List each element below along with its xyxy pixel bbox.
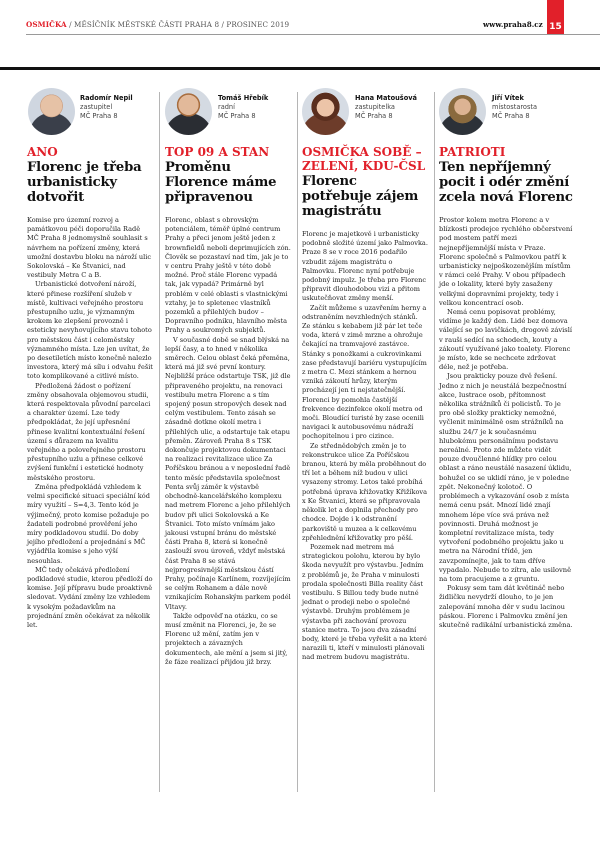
author-org: MČ Praha 8 <box>355 112 393 120</box>
paragraph: Florenc je majetkově i urbanisticky podobně složité území jako Palmovka. Praze 8 se v roce 2016 podařilo vzbudit zájem magistrátu o Palmovku. Florenc nyní potřebuje podobný impulz. Je třeba pro Florenc připravit dlouhodobou vizi a přitom uskutečňovat změny menší. <box>302 230 428 303</box>
headline: Proměnu Florence máme připravenou <box>165 160 277 205</box>
author-role: zastupitelka <box>355 103 395 111</box>
paragraph: Předložená žádost o pořízení změny obsahovala objemovou studii, která respektovala původní parcelaci a charakter území. Lze tedy předpokládat, že její upřesnění přinese kvalitní kontextuální řešení území s důrazem na kvalitu veřejného a poloveřejného prostoru přestupního uzlu a přinese celkové zvýšení funkční i estetické hodnoty městského prostoru. <box>27 381 151 482</box>
paragraph: Pozemek nad metrem má strategickou polohu, kterou by bylo škoda nevyužít pro výstavbu. Jedním z problémů je, že Praha v minulosti prodala společnosti Billa reality část vestibulu. S Billou tedy bude nutné jednat o prodeji nebo o společné výstavbě. Druhým problémem je výstavba při zachování provozu stanice metra. To jsou dva zásadní body, které je třeba vyřešit a na které narazili ti, kteří v minulosti plánovali nad metrem budovu magistrátu. <box>302 542 427 662</box>
author-name: Tomáš Hřebík <box>218 94 269 102</box>
article-body <box>302 230 428 663</box>
party-name: TOP 09 A STAN <box>165 145 270 159</box>
header-rule <box>26 34 600 35</box>
paragraph: V současné době se snad blýská na lepší časy, a to hned v několika směrech. Celou oblast čeká přeměna, která má již své první kontury. Nejbližší práce odstartuje TSK, již dle připraveného projektu, na renovaci vestibulu metra Florenc a s tím spojený posun stropových desek nad celým vestibulem. Tento zásah se zásadně dotkne okolí metra i přilehlých ulic, a odstartuje tak etapu přeměn. Zároveň Praha 8 s TSK dokončuje projektovou dokumentaci na realizaci revitalizace ulice Za Poříčskou bránou a v neposlední řadě tento měsíc představila společnost Penta svůj záměr k výstavbě obchodně-kancelářského komplexu nad metrem Florenc a jeho přilehlých budov při ulici Sokolovská a Ke Štvanici. Toto místo vnímám jako jakousi vstupní bránu do městské části Praha 8, která si konečně zaslouží svou úroveň, vždyť městská část Praha 8 se stává nejprogresivnější městskou částí Prahy, počínaje Karlínem, rozvíjejícím se celým Rohanem a dále nově vznikajícím Rohanským parkem podél Vltavy. <box>165 335 291 611</box>
author-block <box>165 88 291 144</box>
paragraph: Změna předpokládá vzhledem k velmi specifické situaci speciální kód míry využití – S=4,3. Tento kód je výjimečný, proto komise požaduje po žadateli podrobné prověření jeho míry podkladovou studií. Do doby jejího předložení a projednání s MČ vyjádřila komise s jeho výší nesouhlas. <box>27 482 150 565</box>
article-body <box>27 216 153 630</box>
opinion-column-ano <box>27 88 153 792</box>
author-block <box>439 88 573 144</box>
headline: Ten nepříjemný pocit i odér změní zcela nová Florenc <box>439 160 573 205</box>
paragraph: Komise pro územní rozvoj a památkovou péči doporučila Radě MČ Praha 8 jednomyslně souhlasit s návrhem na pořízení změny, která umožní dostavbu bloku na nároží ulic Sokolovská – Ke Štvanici, nad vestibuly Metra C a B. <box>27 216 151 280</box>
avatar <box>165 88 212 135</box>
article-body <box>165 216 291 667</box>
author-name: Hana Matoušová <box>355 94 417 102</box>
website-url[interactable]: www.praha8.cz <box>483 20 543 29</box>
paragraph: Florenc, oblast s obrovským potenciálem, téměř úplné centrum Prahy a přeci jenom ještě jeden z brownfieldů neboli deprimujících zón. Člověk se pozastaví nad tím, jak je to v centru Prahy ještě v této době možné. Proč stále Florenc vypadá tak, jak vypadá? Primárně byl problém v celé oblasti s vlastnickými vztahy, je to spletenec vlastníků pozemků a přilehlých budov – Dopravního podniku, hlavního města Prahy a soukromých subjektů. <box>165 216 291 335</box>
party-name: ANO <box>27 145 58 159</box>
paragraph: Pokusy sem tam dát květináč nebo židličku nevydrží dlouho, to je jen zalepování mnoha děr v sudu lacinou páskou. Florenc i Palmovku změní jen skutečně radikální urbanistická změna. <box>439 584 573 629</box>
publication-title <box>26 20 289 29</box>
page-header <box>0 0 600 40</box>
author-role: radní <box>218 103 235 111</box>
page-number: 15 <box>547 0 564 35</box>
paragraph: Urbanistické dotvoření nároží, které přinese rozšíření služeb v místě, kultivaci veřejného prostoru přestupního uzlu, je významným krokem ke zlepšení provozně i esteticky nevyhovujícího stavu tohoto pro městskou část i celoměstsky významného místa. Lze jen uvítat, že po desetiletích místo konečně nalezlo investora, který má sílu i odvahu řešit toto komplikované a citlivé místo. <box>27 280 153 381</box>
party-name: OSMIČKA SOBĚ – ZELENÍ, KDU-ČSL <box>302 145 426 173</box>
author-block <box>27 88 153 144</box>
author-org: MČ Praha 8 <box>80 112 118 120</box>
paragraph: Takže odpověď na otázku, co se musí změnit na Florenci, je, že se Florenc už mění, zatím jen v projektech a závazných dokumentech, ale mění a jsem si jitý, že fáze realizací přijdou již brzy. <box>165 611 288 666</box>
paragraph: Prostor kolem metra Florenc a v blízkosti prodejce rychlého občerstvení pod mostem patří mezi nejnepříjemnější místa v Praze. Florenc společně s Palmovkou patří k urbanisticky nejpoškozenějším místům v rámci celé Prahy. V obou případech jde o lokality, které byly zasaženy velkými dopravními projekty, tedy i velkou koncentrací osob. <box>439 216 573 307</box>
author-role: zastupitel <box>80 103 113 111</box>
avatar <box>302 88 349 135</box>
author-block <box>302 88 428 144</box>
column-divider <box>159 92 160 792</box>
brand-name: OSMIČKA <box>26 20 67 29</box>
headline: Florenc potřebuje zájem magistrátu <box>302 174 419 219</box>
paragraph: Jsou prakticky pouze dvě řešení. Jedno z nich je neustálá bezpečnostní akce, lustrace osob, přítomnost několika strážníků či policistů. To je pro obě složky prakticky nemožné, vyčlenit minimálně osm strážníků na službu 24/7 je k současnému hlubokému personálnímu podstavu nereálné. Proto zde můžete vidět pouze dvoučlenné hlídky pro celou oblast a ráno neustálé nasazení úklidu, bohužel co se uklidí ráno, je v poledne zpět. Nekonečný kolotoč. O problémech a vykazování osob z místa nemá cenu psát. Mnozí lidé znají mnohem lépe více svá práva než povinnosti. Druhá možnost je kompletní revitalizace místa, tedy vytvoření podobného projektu jako u metra na Národní třídě, jen zavzpomínejte, jak to tam dříve vypadalo. Nebude to zítra, ale usilovně na tom pracujeme a z gruntu. <box>439 372 572 583</box>
opinion-column-osmicka-sobe <box>302 88 428 792</box>
paragraph: Začít můžeme s uzavřením herny a odstraněním nevzhledných stánků. Ze stánku s kebabem již pár let teče voda, která v zimě mrzne a ohrožuje čekající na tramvajové zastávce. Stánky s ponožkami a cukrovinkami zase představují bariéru vystupujícím z metra C. Mezi stánkem a hernou vzniká zákoutí hrůzy, kterým procházejí jen ti nejstatečnější. Florenci by pomohla častější frekvence dezinfekce okolí metra od moči. Bloudící turisté by zase ocenili navigaci k autobusovému nádraží pochopitelnou i pro cizince. <box>302 303 427 441</box>
author-org: MČ Praha 8 <box>218 112 256 120</box>
author-name: Jiří Vítek <box>492 94 524 102</box>
column-divider <box>434 92 435 792</box>
article-body <box>439 216 573 630</box>
section-rule <box>0 67 600 70</box>
paragraph: Ze střednědobých změn je to rekonstrukce ulice Za Poříčskou branou, která by měla proběhnout do tří let a během níž budou v ulici vysazeny stromy. Letos také probíhá potřebná úprava křižovatky Křižíkova x Ke Štvanici, která se připravovala několik let a doplnila přechody pro chodce. Dojde i k odstranění parkoviště u muzea a k celkovému zpřehlednění křižovatky pro pěší. <box>302 441 428 542</box>
opinion-column-top09-stan <box>165 88 291 792</box>
column-divider <box>297 92 298 792</box>
publication-subtitle: / MĚSÍČNÍK MĚSTSKÉ ČÁSTI PRAHA 8 / PROSINEC 2019 <box>66 20 290 29</box>
author-name: Radomír Nepil <box>80 94 133 102</box>
paragraph: Nemá cenu popisovat problémy, vidíme je každý den. Lidé bez domova válející se po lavičkách, drogově závislí v rauši sedící na schodech, kouty a zákoutí využívané jako toalety. Florenc je místo, kde se nechcete zdržovat déle, než je potřeba. <box>439 308 572 372</box>
headline: Florenc je třeba urbanisticky dotvořit <box>27 160 142 205</box>
author-org: MČ Praha 8 <box>492 112 530 120</box>
author-role: místostarosta <box>492 103 538 111</box>
paragraph: MČ tedy očekává předložení podkladové studie, kterou předloží do komise. Její přípravu bude proaktivně sledovat. Vydání změny lze vzhledem k vysokým požadavkům na projednání změn očekávat za několik let. <box>27 565 153 629</box>
avatar <box>439 88 486 135</box>
avatar <box>28 88 75 135</box>
opinion-column-patrioti <box>439 88 573 792</box>
party-name: PATRIOTI <box>439 145 506 159</box>
